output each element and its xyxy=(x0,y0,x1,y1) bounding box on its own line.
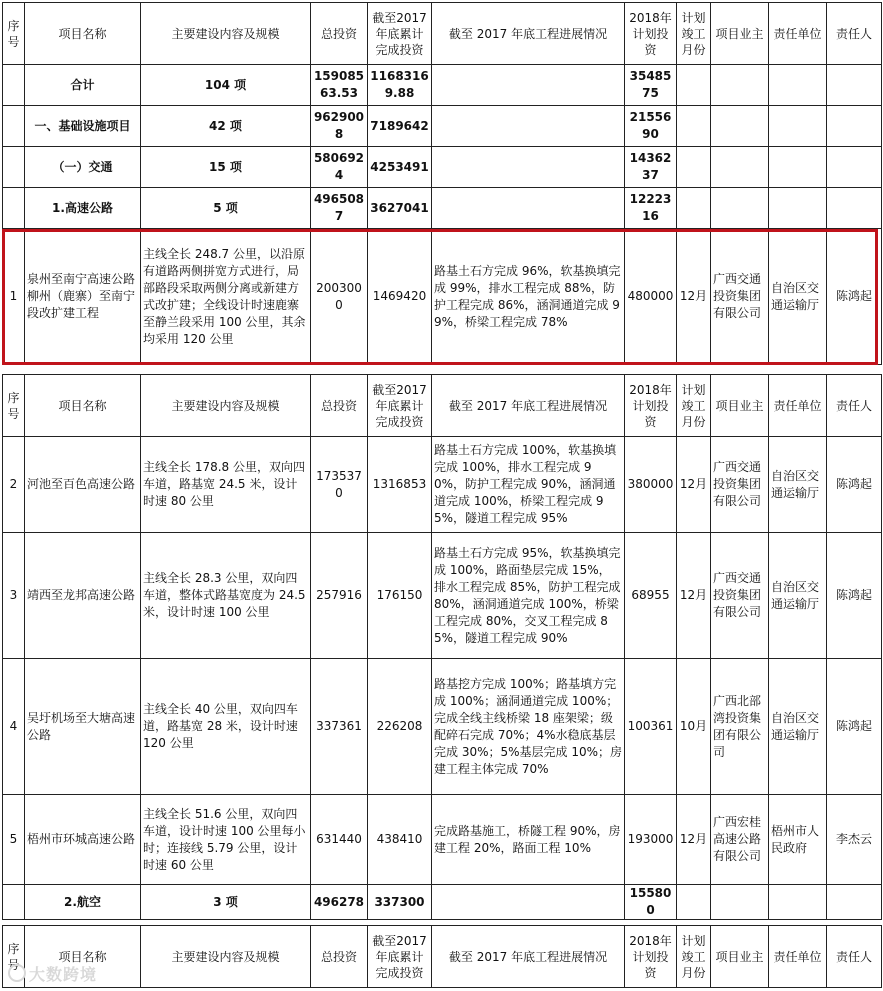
header-unit: 责任单位 xyxy=(769,926,827,988)
row-progress: 路基土石方完成 96%，软基换填完成 99%，排水工程完成 88%，防护工程完成 86%，涵洞通道完成 99%，桥梁工程完成 78% xyxy=(432,229,625,365)
row-person: 陈鸿起 xyxy=(827,437,882,533)
row-owner: 广西交通投资集团有限公司 xyxy=(711,437,769,533)
row-done: 176150 xyxy=(368,533,432,659)
header-content: 主要建设内容及规模 xyxy=(141,375,311,437)
header-name: 项目名称 xyxy=(25,926,141,988)
header-person: 责任人 xyxy=(827,375,882,437)
row-person: 陈鸿起 xyxy=(827,533,882,659)
row-person: 李杰云 xyxy=(827,795,882,885)
summary-row-traffic xyxy=(3,147,882,188)
watermark xyxy=(8,962,97,985)
header-row xyxy=(3,926,882,988)
summary-name: 一、基础设施项目 xyxy=(25,106,141,147)
row-content: 主线全长 248.7 公里，以沿原有道路两侧拼宽方式进行，局部路段采取两侧分离或新建方式改扩建；全线设计时速鹿寨至静兰段采用 100 公里，其余均采用 120 公里 xyxy=(141,229,311,365)
summary-done: 337300 xyxy=(368,885,432,920)
summary-done: 3627041 xyxy=(368,188,432,229)
row-seq: 3 xyxy=(3,533,25,659)
summary-invest: 9629008 xyxy=(311,106,368,147)
row-owner: 广西宏桂高速公路有限公司 xyxy=(711,795,769,885)
row-unit: 自治区交通运输厅 xyxy=(769,229,827,365)
project-row-2 xyxy=(3,437,882,533)
header-invest: 总投资 xyxy=(311,375,368,437)
row-finish: 10月 xyxy=(677,659,711,795)
project-row-4 xyxy=(3,659,882,795)
row-unit: 自治区交通运输厅 xyxy=(769,533,827,659)
summary-invest: 5806924 xyxy=(311,147,368,188)
row-invest: 1735370 xyxy=(311,437,368,533)
header-name: 项目名称 xyxy=(25,3,141,65)
row-name: 吴圩机场至大塘高速公路 xyxy=(25,659,141,795)
header-progress: 截至 2017 年底工程进展情况 xyxy=(432,926,625,988)
header-progress: 截至 2017 年底工程进展情况 xyxy=(432,375,625,437)
header-done: 截至2017年底累计完成投资 xyxy=(368,926,432,988)
row-name: 泉州至南宁高速公路柳州（鹿寨）至南宁段改扩建工程 xyxy=(25,229,141,365)
summary-count: 3 项 xyxy=(141,885,311,920)
row-done: 226208 xyxy=(368,659,432,795)
row-owner: 广西北部湾投资集团有限公司 xyxy=(711,659,769,795)
header-row xyxy=(3,3,882,65)
header-owner: 项目业主 xyxy=(711,926,769,988)
header-unit: 责任单位 xyxy=(769,375,827,437)
summary-done: 7189642 xyxy=(368,106,432,147)
row-done: 438410 xyxy=(368,795,432,885)
summary-name: 2.航空 xyxy=(25,885,141,920)
header-name: 项目名称 xyxy=(25,375,141,437)
row-invest: 2003000 xyxy=(311,229,368,365)
header-row xyxy=(3,375,882,437)
summary-plan: 155800 xyxy=(625,885,677,920)
summary-done: 11683169.88 xyxy=(368,65,432,106)
row-progress: 路基土石方完成 95%，软基换填完成 100%，路面垫层完成 15%，排水工程完成 85%，防护工程完成 80%，涵洞通道完成 100%，桥梁工程完成 80%，交叉工程完成 85%，隧道工程完成 90% xyxy=(432,533,625,659)
row-content: 主线全长 51.6 公里，双向四车道，设计时速 100 公里每小时；连接线 5.79 公里，设计时速 60 公里 xyxy=(141,795,311,885)
header-done: 截至2017年底累计完成投资 xyxy=(368,375,432,437)
summary-row-highway xyxy=(3,188,882,229)
row-unit: 自治区交通运输厅 xyxy=(769,437,827,533)
header-invest: 总投资 xyxy=(311,926,368,988)
row-owner: 广西交通投资集团有限公司 xyxy=(711,229,769,365)
summary-done: 4253491 xyxy=(368,147,432,188)
header-seq: 序号 xyxy=(3,3,25,65)
row-invest: 631440 xyxy=(311,795,368,885)
row-progress: 路基挖方完成 100%；路基填方完成 100%；涵洞通道完成 100%；完成全线主线桥梁 18 座架梁；级配碎石完成 70%；4%水稳底基层完成 30%；5%基层完成 10%；房建工程主体完成 70% xyxy=(432,659,625,795)
row-seq: 2 xyxy=(3,437,25,533)
row-content: 主线全长 40 公里，双向四车道，路基宽 28 米，设计时速 120 公里 xyxy=(141,659,311,795)
header-content: 主要建设内容及规模 xyxy=(141,926,311,988)
row-content: 主线全长 28.3 公里，双向四车道，整体式路基宽度为 24.5 米，设计时速 100 公里 xyxy=(141,533,311,659)
header-owner: 项目业主 xyxy=(711,375,769,437)
row-progress: 完成路基施工，桥隧工程 90%，房建工程 20%，路面工程 10% xyxy=(432,795,625,885)
row-plan: 480000 xyxy=(625,229,677,365)
row-seq: 1 xyxy=(3,229,25,365)
header-content: 主要建设内容及规模 xyxy=(141,3,311,65)
row-content: 主线全长 178.8 公里，双向四车道，路基宽 24.5 米，设计时速 80 公里 xyxy=(141,437,311,533)
row-finish: 12月 xyxy=(677,229,711,365)
summary-row-aviation xyxy=(3,885,882,920)
header-plan: 2018年计划投资 xyxy=(625,375,677,437)
summary-plan: 3548575 xyxy=(625,65,677,106)
row-unit: 自治区交通运输厅 xyxy=(769,659,827,795)
row-name: 河池至百色高速公路 xyxy=(25,437,141,533)
header-seq: 序号 xyxy=(3,375,25,437)
summary-invest: 15908563.53 xyxy=(311,65,368,106)
row-owner: 广西交通投资集团有限公司 xyxy=(711,533,769,659)
header-progress: 截至 2017 年底工程进展情况 xyxy=(432,3,625,65)
row-done: 1316853 xyxy=(368,437,432,533)
table-part-1 xyxy=(2,2,882,365)
header-seq: 序号 xyxy=(3,926,25,988)
table-part-3 xyxy=(2,925,882,988)
summary-plan: 1436237 xyxy=(625,147,677,188)
row-invest: 257916 xyxy=(311,533,368,659)
row-name: 梧州市环城高速公路 xyxy=(25,795,141,885)
row-plan: 380000 xyxy=(625,437,677,533)
row-invest: 337361 xyxy=(311,659,368,795)
row-finish: 12月 xyxy=(677,533,711,659)
header-person: 责任人 xyxy=(827,3,882,65)
header-plan: 2018年计划投资 xyxy=(625,3,677,65)
header-plan: 2018年计划投资 xyxy=(625,926,677,988)
row-name: 靖西至龙邦高速公路 xyxy=(25,533,141,659)
row-done: 1469420 xyxy=(368,229,432,365)
summary-name: 合计 xyxy=(25,65,141,106)
project-row-3 xyxy=(3,533,882,659)
row-progress: 路基土石方完成 100%，软基换填完成 100%，排水工程完成 90%，防护工程完成 90%，涵洞通道完成 100%，桥梁工程完成 95%，隧道工程完成 95% xyxy=(432,437,625,533)
table-part-2 xyxy=(2,374,882,920)
header-unit: 责任单位 xyxy=(769,3,827,65)
row-seq: 5 xyxy=(3,795,25,885)
row-unit: 梧州市人民政府 xyxy=(769,795,827,885)
summary-invest: 496278 xyxy=(311,885,368,920)
watermark-logo-icon xyxy=(8,964,26,982)
row-finish: 12月 xyxy=(677,437,711,533)
watermark-text: 大数跨境 xyxy=(29,965,98,984)
header-done: 截至2017年底累计完成投资 xyxy=(368,3,432,65)
row-person: 陈鸿起 xyxy=(827,229,882,365)
project-row-1 xyxy=(3,229,882,365)
row-plan: 100361 xyxy=(625,659,677,795)
summary-row-total xyxy=(3,65,882,106)
header-finish: 计划竣工月份 xyxy=(677,3,711,65)
summary-count: 104 项 xyxy=(141,65,311,106)
row-plan: 193000 xyxy=(625,795,677,885)
summary-name: 1.高速公路 xyxy=(25,188,141,229)
project-row-5 xyxy=(3,795,882,885)
header-finish: 计划竣工月份 xyxy=(677,375,711,437)
header-invest: 总投资 xyxy=(311,3,368,65)
row-person: 陈鸿起 xyxy=(827,659,882,795)
summary-count: 42 项 xyxy=(141,106,311,147)
summary-count: 15 项 xyxy=(141,147,311,188)
row-seq: 4 xyxy=(3,659,25,795)
summary-plan: 1222316 xyxy=(625,188,677,229)
summary-name: （一）交通 xyxy=(25,147,141,188)
summary-invest: 4965087 xyxy=(311,188,368,229)
summary-plan: 2155690 xyxy=(625,106,677,147)
summary-count: 5 项 xyxy=(141,188,311,229)
header-person: 责任人 xyxy=(827,926,882,988)
row-finish: 12月 xyxy=(677,795,711,885)
header-owner: 项目业主 xyxy=(711,3,769,65)
header-finish: 计划竣工月份 xyxy=(677,926,711,988)
summary-row-infra xyxy=(3,106,882,147)
row-plan: 68955 xyxy=(625,533,677,659)
